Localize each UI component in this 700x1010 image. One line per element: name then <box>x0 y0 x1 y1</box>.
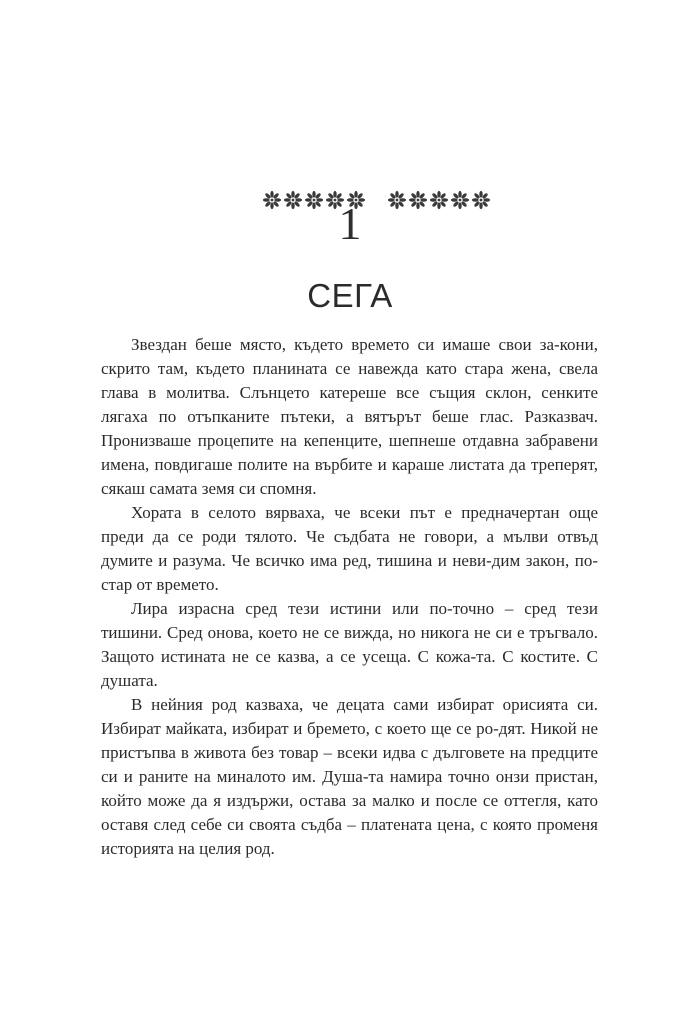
flower-ornament-icon <box>450 190 470 210</box>
chapter-body <box>101 333 598 861</box>
flower-ornament-icon <box>471 190 491 210</box>
text-line: Защото истината не се казва, а се усеща. С кожа-та. С костите. С <box>101 647 598 666</box>
text-line: Хората в селото вярваха, че всеки път е предначертан още <box>131 503 598 522</box>
text-line: стар от времето. <box>101 575 219 594</box>
chapter-heading <box>0 190 700 250</box>
paragraph <box>101 693 598 861</box>
text-line: душата. <box>101 671 158 690</box>
flower-ornament-icon <box>408 190 428 210</box>
paragraph <box>101 333 598 501</box>
text-line: Избират майката, избират и бремето, с което ще се ро-дят. Никой не <box>101 719 598 738</box>
text-line: сякаш самата земя си спомня. <box>101 479 317 498</box>
text-line: Звездан беше място, където времето си имаше свои за-кони, <box>131 335 598 354</box>
text-line: В нейния род казваха, че децата сами избират орисията си. <box>131 695 598 714</box>
chapter-number: 1 <box>338 198 362 249</box>
chapter-title: СЕГА <box>307 277 393 314</box>
text-line: пристъпва в живота без товар – всеки идва с дълговете на предците <box>101 743 598 762</box>
text-line: глава в молитва. Слънцето катереше все същия склон, сенките <box>101 383 598 402</box>
text-line: си и раните на миналото им. Душа-та намира точно онзи пристан, <box>101 767 598 786</box>
flower-ornament-icon <box>387 190 407 210</box>
text-line: Пронизваше процепите на кепенците, шепнеше отдавна забравени <box>101 431 598 450</box>
flower-ornament-icon <box>429 190 449 210</box>
text-line: историята на целия род. <box>101 839 275 858</box>
paragraph <box>101 597 598 693</box>
text-line: имена, повдигаше полите на върбите и караше листата да треперят, <box>101 455 598 474</box>
text-line: който може да я издържи, остава за малко и после се оттегля, като <box>101 791 598 810</box>
text-line: скрито там, където планината се навежда като стара жена, свела <box>101 359 598 378</box>
paragraph <box>101 501 598 597</box>
text-line: тишини. Сред онова, което не се вижда, но никога не си е тръгвало. <box>101 623 598 642</box>
text-line: оставя след себе си своята съдба – платената цена, с която променя <box>101 815 598 834</box>
text-line: думите и разума. Че всичко има ред, тишина и неви-дим закон, по- <box>101 551 598 570</box>
text-line: лягаха по отъпканите пътеки, а вятърът беше глас. Разказвач. <box>101 407 598 426</box>
text-line: Лира израсна сред тези истини или по-точно – сред тези <box>131 599 598 618</box>
ornament-right <box>387 190 491 210</box>
text-line: преди да се роди тялото. Че съдбата не говори, а мълви отвъд <box>101 527 598 546</box>
